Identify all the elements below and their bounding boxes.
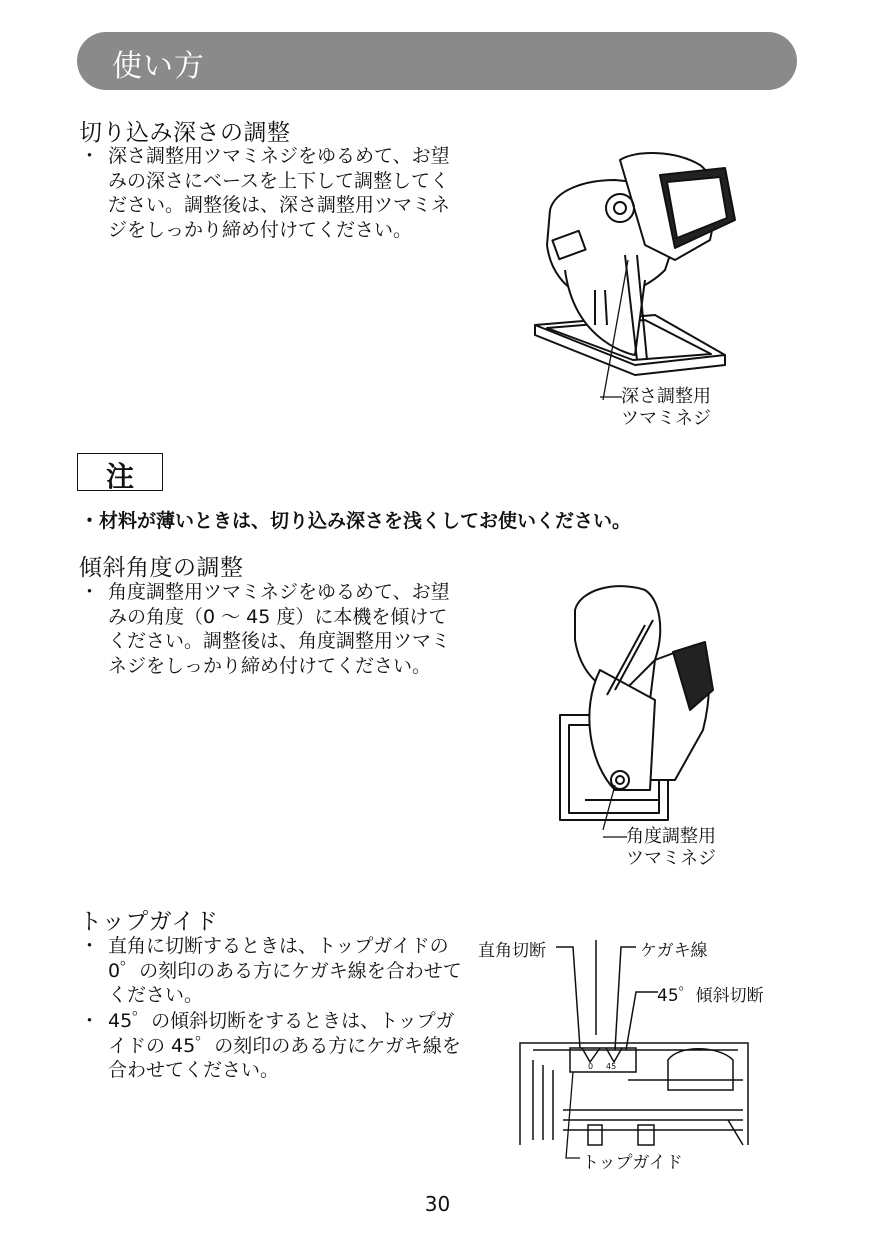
heading-bevel: 傾斜角度の調整 <box>79 555 244 581</box>
bevel-knob-caption <box>626 826 716 870</box>
bullet-mark: ・ <box>80 1010 100 1032</box>
label-bevel-45-cut: 45゜傾斜切断 <box>657 986 764 1006</box>
mark-0: 0 <box>588 1062 594 1071</box>
depth-knob-caption <box>621 386 711 430</box>
bevel-bullet <box>80 580 465 678</box>
heading-depth: 切り込み深さの調整 <box>79 120 291 146</box>
top-guide-illustration <box>518 940 758 1155</box>
guide-text-1: 直角に切断するときは、トップガイドの0゜の刻印のある方にケガキ線を合わせてください。 <box>108 935 462 1007</box>
bevel-adjust-illustration <box>555 580 715 825</box>
bullet-mark: ・ <box>80 145 100 167</box>
guide-bullet-1 <box>80 934 465 1008</box>
bullet-mark: ・ <box>80 935 100 957</box>
section-header <box>77 32 797 90</box>
bevel-leader-line <box>603 836 627 838</box>
label-top-guide: トップガイド <box>582 1153 683 1173</box>
note-label: 注 <box>105 460 134 493</box>
bevel-text: 角度調整用ツマミネジをゆるめて、お望みの角度（0 〜 45 度）に本機を傾けてください。調整後は、角度調整用ツマミネジをしっかり締め付けてください。 <box>108 581 451 677</box>
depth-leader-line <box>600 396 622 398</box>
label-right-angle-cut: 直角切断 <box>478 941 546 961</box>
mark-45: 45 <box>606 1062 617 1071</box>
note-text-body: 材料が薄いときは、切り込み深さを浅くしてお使いください。 <box>99 510 632 532</box>
section-title: 使い方 <box>112 49 205 84</box>
depth-adjust-illustration <box>525 150 740 400</box>
note-text <box>80 506 631 533</box>
note-box <box>77 453 163 491</box>
bevel-knob-caption-line2: ツマミネジ <box>626 848 716 869</box>
bevel-knob-caption-line1: 角度調整用 <box>626 826 716 847</box>
depth-bullet <box>80 144 465 242</box>
heading-top-guide: トップガイド <box>79 909 219 935</box>
bullet-mark: ・ <box>80 581 100 603</box>
guide-text-2: 45゜の傾斜切断をするときは、トップガイドの 45゜の刻印のある方にケガキ線を合わせてください。 <box>108 1010 461 1082</box>
guide-bullet-2 <box>80 1009 465 1083</box>
bullet-mark: ・ <box>80 510 100 532</box>
label-scribe-line: ケガキ線 <box>640 941 708 961</box>
depth-text: 深さ調整用ツマミネジをゆるめて、お望みの深さにベースを上下して調整してください。調整後は、深さ調整用ツマミネジをしっかり締め付けてください。 <box>108 145 451 241</box>
depth-knob-caption-line2: ツマミネジ <box>621 408 711 429</box>
page-number: 30 <box>424 1192 451 1216</box>
depth-knob-caption-line1: 深さ調整用 <box>621 386 711 407</box>
